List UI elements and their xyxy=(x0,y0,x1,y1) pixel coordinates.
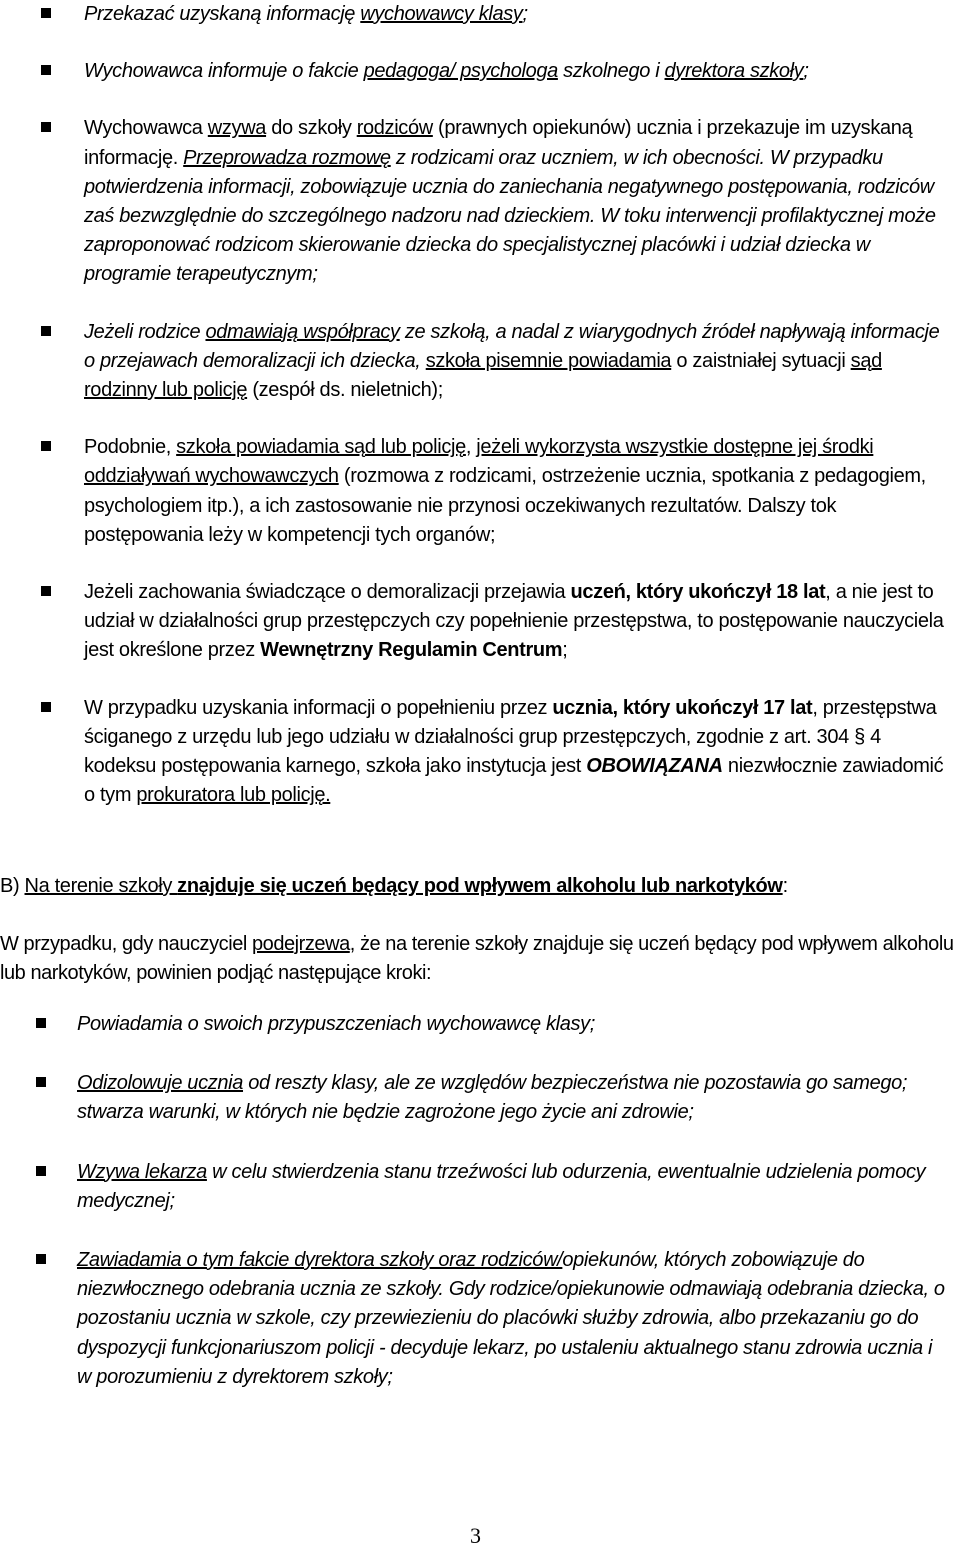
item-text xyxy=(77,1013,595,1035)
list-item xyxy=(0,694,960,811)
text-run: Powiadamia o swoich przypuszczeniach wychowawcę klasy; xyxy=(77,1013,595,1035)
item-text xyxy=(84,697,943,807)
list-item xyxy=(0,0,960,29)
item-text xyxy=(77,1249,945,1388)
text-run: z rodzicami oraz uczniem, w ich obecności. W przypadku potwierdzenia informacji, zobowiązuje ucznia do zaniechania negatywnego postępowania, rodziców zaś bezwzględnie do szczególnego nadzoru nad dzieckiem. W toku interwencji profilaktycznej może zaproponować rodzicom skierowanie dziecka do specjalistycznej placówki i udział dziecka w programie terapeutycznym; xyxy=(84,146,936,286)
text-run: Odizolowuje ucznia xyxy=(77,1072,244,1095)
bullet-list-b xyxy=(0,1010,960,1422)
text-run: Wychowawca informuje o fakcie xyxy=(84,60,364,83)
text-run: ucznia, który ukończył 17 lat xyxy=(552,696,813,719)
list-item xyxy=(0,57,960,86)
text-run: , xyxy=(465,436,477,459)
text-run: jeżeli wykorzysta wszystkie dostępne jej środki oddziaływań wychowawczych xyxy=(84,436,874,488)
square-bullet-icon xyxy=(36,1077,46,1087)
text-run: ze szkołą, a nadal z wiarygodnych źródeł napływają informacje o przejawach demoralizacji ich dziecka, xyxy=(84,320,940,372)
text-run: o zaistniałej sytuacji xyxy=(671,349,851,372)
text-run: Jeżeli zachowania świadczące o demoralizacji przejawia xyxy=(84,581,571,604)
text-run: sąd rodzinny lub policję xyxy=(84,349,882,402)
text-run: w celu stwierdzenia stanu trzeźwości lub odurzenia, ewentualnie udzielenia pomocy medycznej; xyxy=(77,1160,926,1212)
text-run: opiekunów, których zobowiązuje do niezwłocznego odebrania ucznia ze szkoły. Gdy rodzice/opiekunowie odmawiają odebrania dziecka, o pozostaniu ucznia w szkole, czy przewiezieniu do placówki służby zdrowia, albo przekazaniu go do dyspozycji funkcjonariuszom policji - decyduje lekarz, po ustaleniu aktualnego stanu zdrowia ucznia i w porozumieniu z dyrektorem szkoły; xyxy=(77,1249,945,1388)
list-item xyxy=(0,1158,960,1216)
text-run: Wewnętrzny Regulamin Centrum xyxy=(260,639,563,662)
list-item xyxy=(0,1069,960,1127)
square-bullet-icon xyxy=(41,326,51,336)
intro-paragraph xyxy=(0,930,960,988)
text-run: ; xyxy=(522,3,528,25)
text-run: do szkoły xyxy=(266,117,357,140)
text-run: znajduje się uczeń będący pod wpływem alkoholu lub narkotyków xyxy=(177,875,783,897)
text-run: Wzywa lekarza xyxy=(77,1160,207,1183)
item-text xyxy=(77,1072,907,1123)
text-run: prokuratora lub policję. xyxy=(136,784,331,807)
text-run: Podobnie, xyxy=(84,436,177,459)
square-bullet-icon xyxy=(41,8,51,18)
text-run: podejrzewa xyxy=(251,933,350,955)
text-run: od reszty klasy, ale ze względów bezpieczeństwa nie pozostawia go samego; stwarza warunki, w których nie będzie zagrożone jego życie ani zdrowie; xyxy=(77,1072,908,1124)
text-run: niezwłocznie zawiadomić o tym xyxy=(84,755,944,807)
text-run: wzywa xyxy=(207,117,267,140)
text-run: Przeprowadza rozmowę xyxy=(183,146,391,169)
text-run: szkoła powiadamia sąd lub policję xyxy=(176,436,466,459)
item-text xyxy=(84,321,939,401)
text-run: : xyxy=(782,875,788,897)
item-text xyxy=(84,3,528,25)
item-text xyxy=(84,436,926,546)
item-text xyxy=(84,117,936,285)
text-run: odmawiają współpracy xyxy=(205,320,400,343)
item-text xyxy=(77,1161,925,1212)
text-run: OBOWIĄZANA xyxy=(586,755,723,778)
text-run: ; xyxy=(562,639,568,662)
text-run: Zawiadamia o tym fakcie dyrektora szkoły oraz rodziców/ xyxy=(77,1249,563,1272)
text-run: (zespół ds. nieletnich); xyxy=(247,379,443,402)
text-run: (prawnych opiekunów) ucznia i przekazuje im uzyskaną informację. xyxy=(84,117,913,169)
text-run: , a nie jest to udział w działalności grup przestępczych czy popełnienie przestępstwa, to postępowanie nauczyciela jest określone przez xyxy=(84,581,944,662)
text-run: W przypadku uzyskania informacji o popełnieniu przez xyxy=(84,696,553,719)
text-run: Na terenie szkoły xyxy=(24,875,178,897)
square-bullet-icon xyxy=(36,1018,46,1028)
text-run: pedagoga/ psychologa xyxy=(363,60,558,83)
text-run: ; xyxy=(803,60,809,83)
text-run: Wychowawca xyxy=(84,117,208,140)
square-bullet-icon xyxy=(41,702,51,712)
item-text xyxy=(84,581,944,661)
text-run: dyrektora szkoły xyxy=(664,60,804,83)
text-run: W przypadku, gdy nauczyciel xyxy=(0,933,252,955)
list-item xyxy=(0,318,960,406)
square-bullet-icon xyxy=(36,1254,46,1264)
list-item xyxy=(0,1246,960,1392)
list-item xyxy=(0,433,960,550)
list-item xyxy=(0,578,960,666)
text-run: Jeżeli rodzice xyxy=(84,320,206,343)
text-run: uczeń, który ukończył 18 lat xyxy=(570,581,826,604)
square-bullet-icon xyxy=(41,122,51,132)
list-item xyxy=(0,1010,960,1039)
list-item xyxy=(0,114,960,289)
text-run: , przestępstwa ściganego z urzędu lub jego udziału w działalności grup przestępczych, zgodnie z art. 304 § 4 kodeksu postępowania karnego, szkoła jako instytucja jest xyxy=(84,696,937,778)
text-run: B) xyxy=(0,875,25,897)
text-run: rodziców xyxy=(356,117,433,140)
text-run: Przekazać uzyskaną informację xyxy=(84,3,361,25)
section-b-heading xyxy=(0,872,788,900)
text-run: szkoła pisemnie powiadamia xyxy=(425,349,672,372)
text-run: szkolnego i xyxy=(557,60,665,83)
item-text xyxy=(84,60,809,82)
text-run: , że na terenie szkoły znajduje się uczeń będący pod wpływem alkoholu lub narkotyków, powinien podjąć następujące kroki: xyxy=(0,933,954,985)
square-bullet-icon xyxy=(41,441,51,451)
square-bullet-icon xyxy=(36,1166,46,1176)
text-run: (rozmowa z rodzicami, ostrzeżenie ucznia, spotkania z pedagogiem, psychologiem itp.), a ich zastosowanie nie przynosi oczekiwanych rezultatów. Dalszy tok postępowania leży w kompetencji tych organów; xyxy=(84,465,926,546)
text-run: wychowawcy klasy xyxy=(360,3,523,25)
square-bullet-icon xyxy=(41,65,51,75)
page-number: 3 xyxy=(470,1523,481,1548)
square-bullet-icon xyxy=(41,586,51,596)
